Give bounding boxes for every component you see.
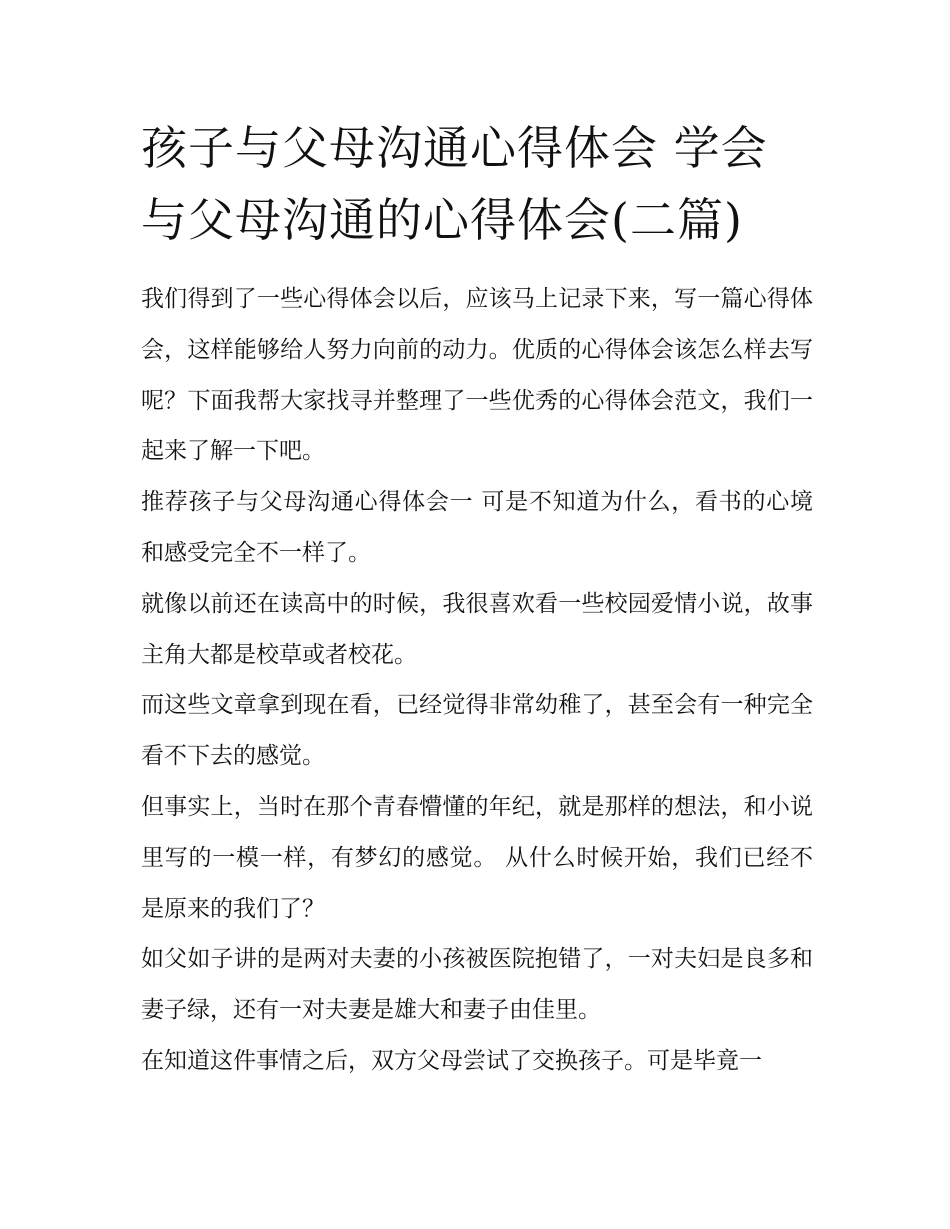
paragraph-childish: 而这些文章拿到现在看，已经觉得非常幼稚了，甚至会有一种完全看不下去的感觉。 — [141, 692, 813, 770]
document-title: 孩子与父母沟通心得体会 学会与父母沟通的心得体会(二篇) — [141, 121, 768, 247]
paragraph-exchange: 在知道这件事情之后，双方父母尝试了交换孩子。可是毕竟一 — [141, 1047, 762, 1074]
paragraph-high-school: 就像以前还在读高中的时候，我很喜欢看一些校园爱情小说，故事主角大都是校草或者校花。 — [141, 590, 813, 668]
paragraph-recommend: 推荐孩子与父母沟通心得体会一 可是不知道为什么，看书的心境和感受完全不一样了。 — [141, 489, 813, 566]
paragraph-like-father: 如父如子讲的是两对夫妻的小孩被医院抱错了，一对夫妇是良多和妻子绿，还有一对夫妻是雄大和妻子由佳里。 — [141, 946, 813, 1024]
document-body — [141, 112, 813, 1087]
paragraph-youth: 但事实上，当时在那个青春懵懂的年纪，就是那样的想法，和小说里写的一模一样，有梦幻的感觉。 从什么时候开始，我们已经不是原来的我们了？ — [141, 793, 813, 922]
paragraph-intro: 我们得到了一些心得体会以后，应该马上记录下来，写一篇心得体会，这样能够给人努力向前的动力。优质的心得体会该怎么样去写呢？下面我帮大家找寻并整理了一些优秀的心得体会范文，我们一起来了解一下吧。 — [141, 286, 813, 465]
